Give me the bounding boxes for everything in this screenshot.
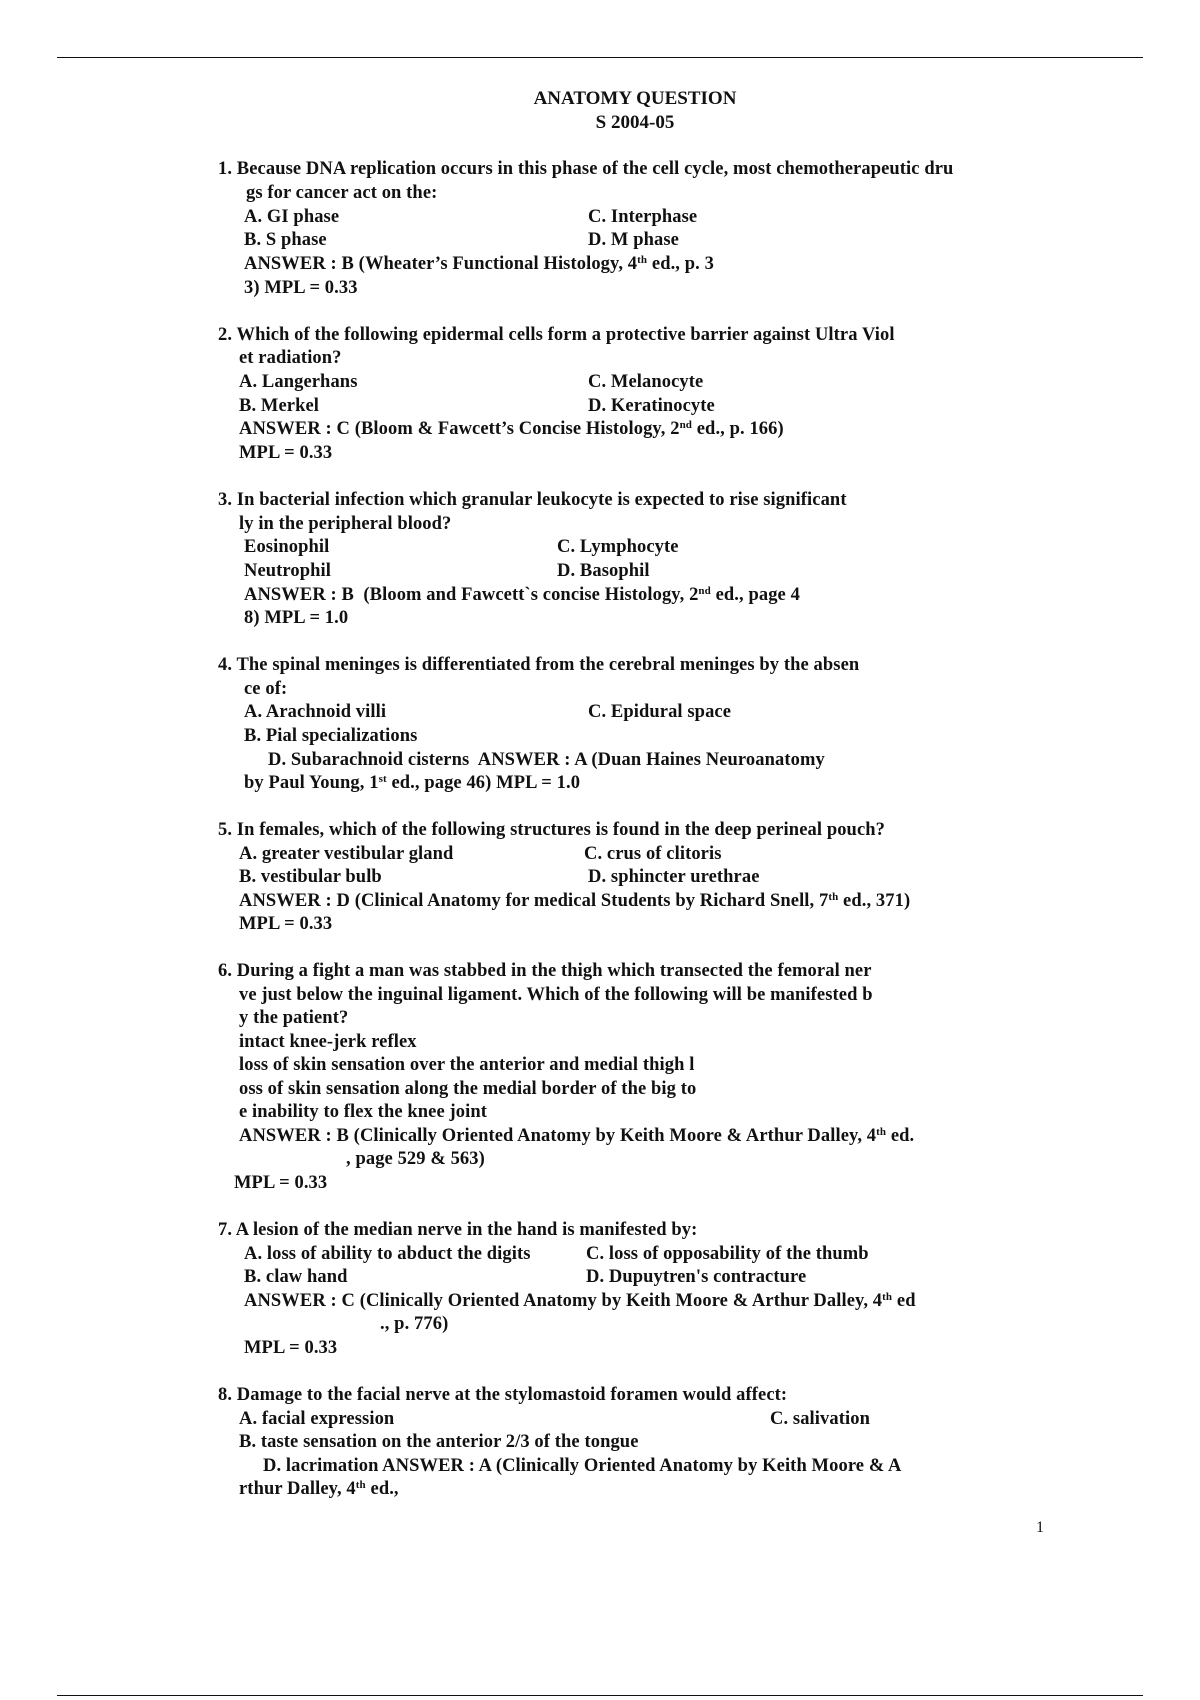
question-stem: ve just below the inguinal ligament. Which of the following will be manifested b — [239, 985, 873, 1005]
option-line: oss of skin sensation along the medial border of the big to — [239, 1079, 697, 1099]
option-line: loss of skin sensation over the anterior and medial thigh l — [239, 1055, 695, 1075]
option-a: A. Langerhans — [239, 372, 358, 392]
option-a: A. greater vestibular gland — [239, 844, 454, 864]
question-stem: ce of: — [244, 679, 288, 699]
question-stem: 6. During a fight a man was stabbed in the thigh which transected the femoral ner — [218, 961, 872, 981]
answer-line-cont: , page 529 & 563) — [346, 1149, 485, 1169]
mpl-line: MPL = 0.33 — [239, 443, 333, 463]
question-stem: 8. Damage to the facial nerve at the stylomastoid foramen would affect: — [218, 1385, 788, 1405]
answer-line: ANSWER : B (Clinically Oriented Anatomy by Keith Moore & Arthur Dalley, 4th ed. — [239, 1126, 915, 1146]
option-c: C. Interphase — [588, 207, 698, 227]
option-a: A. facial expression — [239, 1409, 395, 1429]
option-b: Neutrophil — [244, 561, 332, 581]
mpl-line: 3) MPL = 0.33 — [244, 278, 358, 298]
answer-line: rthur Dalley, 4th ed., — [239, 1479, 399, 1499]
page-title: ANATOMY QUESTION — [533, 88, 737, 109]
option-c: C. salivation — [770, 1409, 870, 1429]
option-b: B. S phase — [244, 230, 327, 250]
option-c: C. Melanocyte — [588, 372, 704, 392]
option-a: Eosinophil — [244, 537, 330, 557]
mpl-line: 8) MPL = 1.0 — [244, 608, 349, 628]
answer-line-cont: ., p. 776) — [380, 1314, 449, 1334]
option-b: B. taste sensation on the anterior 2/3 of the tongue — [239, 1432, 639, 1452]
option-d: D. lacrimation ANSWER : A (Clinically Oriented Anatomy by Keith Moore & A — [263, 1456, 902, 1476]
option-d: D. Basophil — [557, 561, 650, 581]
option-d: D. Dupuytren's contracture — [586, 1267, 807, 1287]
bottom-rule — [57, 1695, 1143, 1696]
option-line: e inability to flex the knee joint — [239, 1102, 487, 1122]
option-a: A. loss of ability to abduct the digits — [244, 1244, 531, 1264]
option-d: D. sphincter urethrae — [588, 867, 760, 887]
answer-line: ANSWER : B (Wheater’s Functional Histology, 4th ed., p. 3 — [244, 254, 714, 274]
option-line: intact knee-jerk reflex — [239, 1032, 417, 1052]
option-b: B. Pial specializations — [244, 726, 418, 746]
question-stem: y the patient? — [239, 1008, 349, 1028]
question-stem: 7. A lesion of the median nerve in the hand is manifested by: — [218, 1220, 698, 1240]
option-a: A. GI phase — [244, 207, 340, 227]
option-c: C. Lymphocyte — [557, 537, 679, 557]
option-a: A. Arachnoid villi — [244, 702, 387, 722]
answer-line: by Paul Young, 1st ed., page 46) MPL = 1.0 — [244, 773, 581, 793]
question-stem: ly in the peripheral blood? — [239, 514, 452, 534]
option-b: B. claw hand — [244, 1267, 348, 1287]
option-d: D. Subarachnoid cisterns ANSWER : A (Duan Haines Neuroanatomy — [268, 750, 825, 770]
mpl-line: MPL = 0.33 — [244, 1338, 338, 1358]
answer-line: ANSWER : B (Bloom and Fawcett`s concise Histology, 2nd ed., page 4 — [244, 585, 800, 605]
answer-line: ANSWER : C (Bloom & Fawcett’s Concise Histology, 2nd ed., p. 166) — [239, 419, 784, 439]
question-stem: 3. In bacterial infection which granular leukocyte is expected to rise significant — [218, 490, 847, 510]
page-number: 1 — [1036, 1519, 1044, 1536]
page-subtitle: S 2004-05 — [595, 112, 675, 133]
question-stem: 2. Which of the following epidermal cells form a protective barrier against Ultra Viol — [218, 325, 895, 345]
question-stem: 5. In females, which of the following structures is found in the deep perineal pouch? — [218, 820, 885, 840]
question-stem: et radiation? — [239, 348, 342, 368]
answer-line: ANSWER : D (Clinical Anatomy for medical Students by Richard Snell, 7th ed., 371) — [239, 891, 911, 911]
mpl-line: MPL = 0.33 — [239, 914, 333, 934]
option-b: B. vestibular bulb — [239, 867, 382, 887]
option-c: C. crus of clitoris — [584, 844, 722, 864]
question-stem: 4. The spinal meninges is differentiated from the cerebral meninges by the absen — [218, 655, 860, 675]
option-c: C. Epidural space — [588, 702, 732, 722]
option-b: B. Merkel — [239, 396, 320, 416]
question-stem: 1. Because DNA replication occurs in this phase of the cell cycle, most chemotherapeutic dru — [218, 159, 954, 179]
question-stem: gs for cancer act on the: — [246, 183, 438, 203]
mpl-line: MPL = 0.33 — [234, 1173, 328, 1193]
option-c: C. loss of opposability of the thumb — [586, 1244, 869, 1264]
option-d: D. Keratinocyte — [588, 396, 715, 416]
answer-line: ANSWER : C (Clinically Oriented Anatomy by Keith Moore & Arthur Dalley, 4th ed — [244, 1291, 916, 1311]
option-d: D. M phase — [588, 230, 679, 250]
top-rule — [57, 57, 1143, 58]
